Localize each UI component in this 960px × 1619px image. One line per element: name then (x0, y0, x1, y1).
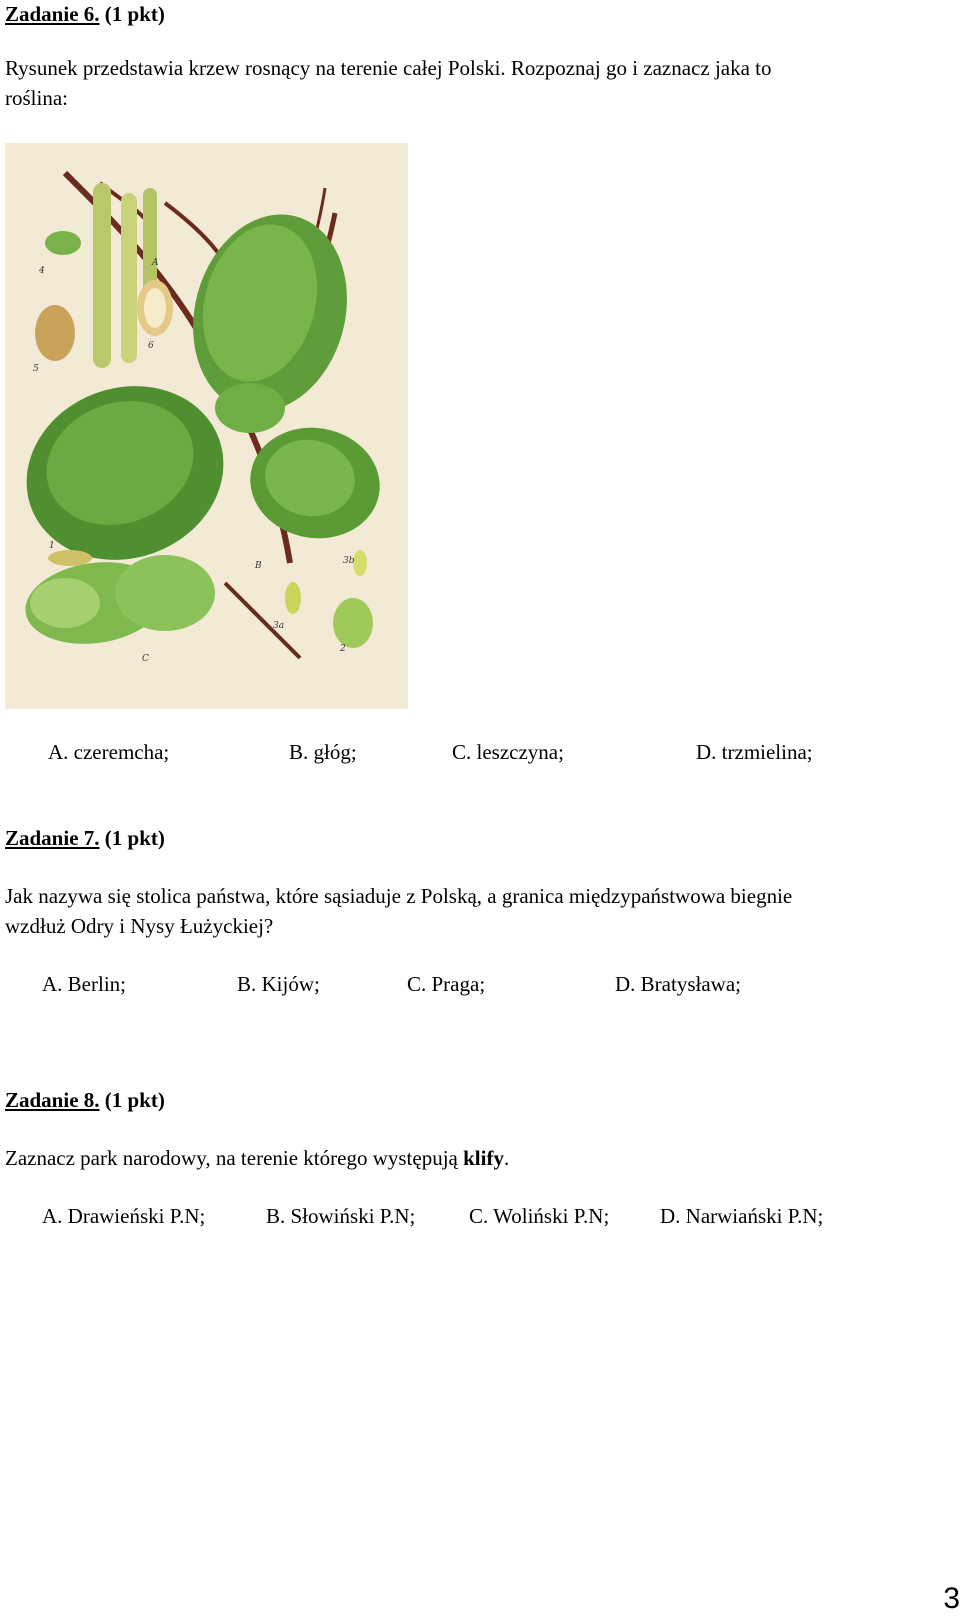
label-3a: 3a (273, 621, 285, 631)
plant-drawing (5, 143, 408, 709)
q8-heading (5, 1088, 165, 1113)
q6-option-c[interactable]: C. leszczyna; (452, 740, 564, 764)
q7-text-line2: wzdłuż Odry i Nysy Łużyckiej? (5, 914, 274, 938)
q8-title: Zadanie 8. (5, 1088, 100, 1112)
q6-points: (1 pkt) (104, 2, 165, 26)
q8-points: (1 pkt) (104, 1088, 165, 1112)
label-6: 6 (148, 341, 154, 351)
q7-option-c[interactable]: C. Praga; (407, 972, 486, 996)
q8-text-before: Zaznacz park narodowy, na terenie którego występują (5, 1146, 464, 1170)
q6-title: Zadanie 6. (5, 2, 100, 26)
q6-option-a[interactable]: A. czeremcha; (48, 740, 170, 764)
hazel-illustration (5, 143, 408, 709)
q6-heading (5, 2, 165, 27)
q7-points: (1 pkt) (104, 826, 165, 850)
label-5: 5 (33, 364, 39, 374)
label-B: B (255, 561, 262, 571)
q6-text-line1: Rysunek przedstawia krzew rosnący na terenie całej Polski. Rozpoznaj go i zaznacz jaka to (5, 56, 772, 80)
q6-option-b[interactable]: B. głóg; (289, 740, 357, 764)
q8-text (5, 1146, 509, 1171)
q7-title: Zadanie 7. (5, 826, 100, 850)
page-number: 3 (943, 1582, 960, 1615)
label-A: A (152, 258, 159, 268)
q7-heading (5, 826, 165, 851)
label-3b: 3b (343, 556, 355, 566)
q7-text-line1: Jak nazywa się stolica państwa, które sąsiaduje z Polską, a granica międzypaństwowa biegnie (5, 884, 793, 908)
q6-option-d[interactable]: D. trzmielina; (696, 740, 813, 764)
q7-option-d[interactable]: D. Bratysława; (615, 972, 741, 996)
q8-option-d[interactable]: D. Narwiański P.N; (660, 1204, 824, 1228)
q8-option-c[interactable]: C. Woliński P.N; (469, 1204, 610, 1228)
q7-option-a[interactable]: A. Berlin; (42, 972, 126, 996)
label-1: 1 (49, 541, 55, 551)
q8-option-a[interactable]: A. Drawieński P.N; (42, 1204, 206, 1228)
q8-text-after: . (503, 1146, 510, 1170)
label-C: C (142, 654, 149, 664)
label-2: 2 (340, 644, 346, 654)
q8-option-b[interactable]: B. Słowiński P.N; (266, 1204, 416, 1228)
q7-option-b[interactable]: B. Kijów; (237, 972, 320, 996)
q6-text-line2: roślina: (5, 86, 68, 110)
label-4: 4 (39, 266, 45, 276)
q8-text-bold: klify (463, 1146, 504, 1170)
